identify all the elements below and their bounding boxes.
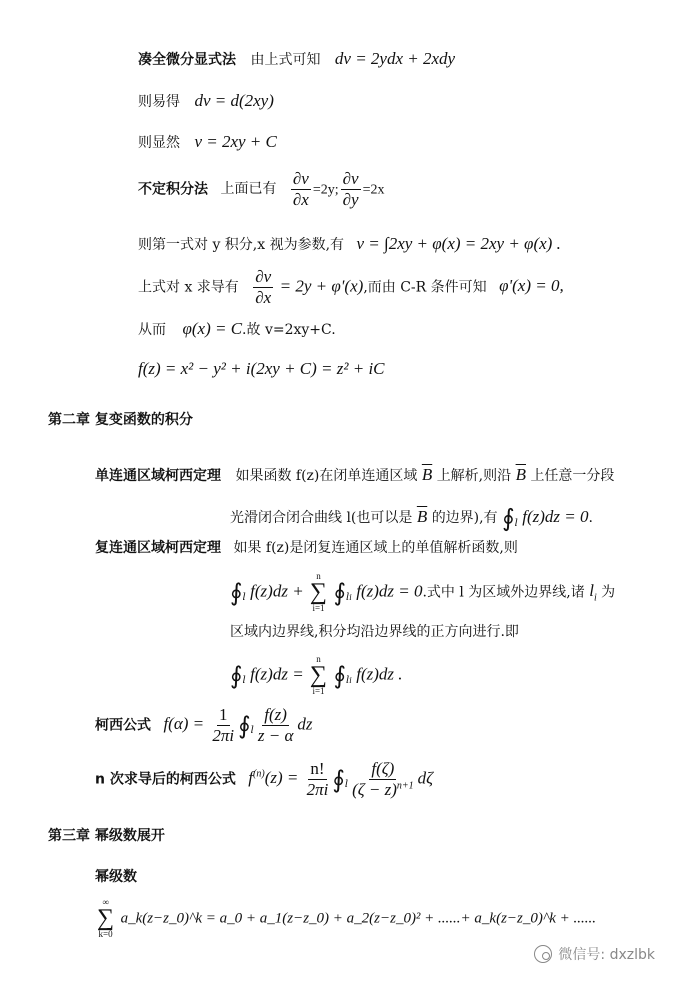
line-text: ,而由 C-R 条件可知 bbox=[363, 279, 487, 296]
chapter2-heading: 第二章 复变函数的积分 bbox=[48, 412, 193, 428]
partial-v-x: $\frac{\partial v}{\partial x}$ bbox=[255, 267, 272, 307]
cauchy-formula: 柯西公式 f(α) = $\frac{1}{2\pi i}$ $∮_l$ $\frac{f(z)}{z - \alpha}$ dz bbox=[95, 705, 313, 745]
line-text: 由上式可知 bbox=[250, 52, 321, 68]
line-text: 上解析,则沿 bbox=[436, 468, 512, 484]
theorem-simply-connected-line2: 光滑闭合闭合曲线 l(也可以是 $\overline{B}$ 的边界),有 $∮_l$ f(z)dz = 0. bbox=[230, 504, 593, 532]
formula-title: n 次求导后的柯西公式 bbox=[95, 771, 236, 788]
contour-integral-sign: ∮ bbox=[333, 578, 346, 607]
multiply-connected-line3: 区域内边界线,积分均沿边界线的正方向进行.即 bbox=[230, 624, 519, 640]
theorem-simply-connected bbox=[95, 466, 614, 483]
line-text: 如果函数 f(z)在闭单连通区域 bbox=[235, 468, 418, 484]
theorem-multiply-connected bbox=[95, 541, 518, 555]
contour-integral-sign: ∮ bbox=[332, 765, 345, 794]
equation: f(α) = bbox=[163, 714, 209, 734]
multiply-connected-eq: $∮_l$ f(z)dz + n ∑ i=1 $∮_{li}$ f(z)dz = 0.式中 l 为区域外边界线,诸 $l_i$ 为 bbox=[230, 571, 616, 613]
equation: f(z) = x² − y² + i(2xy + C) = z² + iC bbox=[138, 359, 385, 378]
line-text: 上面已有 bbox=[220, 181, 277, 198]
line-text: .故 v=2xy+C. bbox=[242, 322, 336, 338]
sum-operator: ∞ ∑ k=0 bbox=[97, 897, 115, 939]
line-text: 光滑闭合闭合曲线 l(也可以是 bbox=[230, 510, 413, 526]
method-title: 凑全微分显式法 bbox=[138, 52, 236, 68]
partial-v-x: $\frac{\partial v}{\partial x}$ bbox=[292, 169, 309, 209]
fraction-1-2pi-i: $\frac{1}{2\pi i}$ bbox=[212, 705, 235, 745]
line-text: 则第一式对 y 积分,x 视为参数,有 bbox=[138, 237, 345, 253]
equation: =2x bbox=[362, 182, 385, 198]
d-zeta: dζ bbox=[417, 768, 434, 788]
line-obviously bbox=[138, 133, 277, 150]
line-text: 则显然 bbox=[138, 135, 180, 151]
closure-B: $\overline{B}$ bbox=[421, 465, 433, 484]
equation: =2y; bbox=[312, 182, 339, 198]
contour-integral-sign: ∮ bbox=[502, 504, 515, 532]
line-derivative-x bbox=[138, 268, 564, 307]
wechat-watermark bbox=[534, 944, 655, 964]
equation: φ(x) = C bbox=[182, 319, 243, 338]
line-easy-get bbox=[138, 92, 274, 109]
closure-B: $\overline{B}$ bbox=[515, 465, 526, 484]
equation-lhs: $f^{(n)}(z)$ = bbox=[248, 768, 303, 788]
line-text: 为 bbox=[601, 584, 616, 601]
equation: f(z)dz = bbox=[250, 664, 308, 684]
power-series-eq bbox=[95, 898, 596, 939]
line-thus bbox=[138, 320, 336, 337]
partial-v-y: $\frac{\partial v}{\partial y}$ bbox=[342, 169, 359, 209]
sum-operator: n ∑ i=1 bbox=[309, 571, 328, 613]
line-text: 如果 f(z)是闭复连通区域上的单值解析函数,则 bbox=[233, 540, 518, 556]
equation: a_k(z−z_0)^k = a_0 + a_1(z−z_0) + a_2(z−z_0)² + ......+ a_k(z−z_0)^k + ...... bbox=[120, 910, 596, 927]
line-indefinite-integral bbox=[138, 170, 385, 209]
line-text: 上任意一分段 bbox=[530, 468, 615, 484]
equation: dv = 2ydx + 2xdy bbox=[334, 49, 456, 68]
equation: dv = d(2xy) bbox=[194, 91, 274, 110]
contour-integral-sign: ∮ bbox=[238, 711, 251, 740]
contour-subscript: l bbox=[514, 517, 518, 529]
multiply-connected-eq2: $∮_l$ f(z)dz = n ∑ i=1 $∮_{li}$ f(z)dz . bbox=[230, 654, 403, 696]
cauchy-nth-derivative: n 次求导后的柯西公式 $f^{(n)}(z)$ = $\frac{n!}{2\pi i}$ $∮_l$ $\frac{f(\zeta)}{(\zeta - z)^{n+1}}$ dζ bbox=[95, 759, 434, 799]
equation: f(z)dz + bbox=[250, 581, 308, 601]
equation: f(z)dz = 0 bbox=[356, 581, 423, 601]
chapter3-heading: 第三章 幂级数展开 bbox=[48, 828, 165, 844]
boundary-li: $l_i$ bbox=[589, 581, 597, 604]
equation: v = ∫2xy + φ(x) = 2xy + φ(x) . bbox=[356, 234, 561, 253]
fraction-f-zeta: $\frac{f(\zeta)}{(\zeta - z)^{n+1}}$ bbox=[352, 759, 414, 799]
method-title: 不定积分法 bbox=[138, 181, 208, 198]
theorem-title: 单连通区域柯西定理 bbox=[95, 468, 221, 484]
line-exact-differential bbox=[138, 50, 455, 67]
dz: dz bbox=[297, 714, 313, 734]
equation: = 2y + φ'(x) bbox=[279, 276, 364, 296]
contour-integral-sign: ∮ bbox=[230, 578, 243, 607]
contour-integral-sign: ∮ bbox=[333, 661, 346, 690]
watermark-text: 微信号: dxzlbk bbox=[558, 947, 655, 963]
line-text: 上式对 x 求导有 bbox=[138, 279, 239, 296]
sum-operator: n ∑ i=1 bbox=[309, 654, 328, 696]
closure-B: $\overline{B}$ bbox=[416, 507, 428, 526]
equation: f(z)dz . bbox=[356, 664, 403, 684]
line-text: 从而 bbox=[138, 322, 166, 338]
line-integrate-y bbox=[138, 235, 561, 252]
equation: φ'(x) = 0, bbox=[499, 276, 564, 296]
contour-integral-sign: ∮ bbox=[230, 661, 243, 690]
theorem-title: 复连通区域柯西定理 bbox=[95, 540, 221, 556]
line-text: 则易得 bbox=[138, 94, 180, 110]
line-text: .式中 l 为区域外边界线,诸 bbox=[422, 584, 585, 601]
line-text: 的边界),有 bbox=[431, 510, 498, 526]
equation: f(z)dz = 0 bbox=[522, 507, 589, 526]
wechat-icon bbox=[534, 945, 552, 963]
power-series-subheading: 幂级数 bbox=[95, 869, 137, 885]
line-final-function bbox=[138, 360, 385, 377]
fraction-fz-over-z-alpha: $\frac{f(z)}{z - \alpha}$ bbox=[257, 705, 294, 745]
equation: v = 2xy + C bbox=[194, 132, 277, 151]
fraction-n-factorial: $\frac{n!}{2\pi i}$ bbox=[306, 759, 329, 799]
formula-title: 柯西公式 bbox=[95, 717, 151, 734]
